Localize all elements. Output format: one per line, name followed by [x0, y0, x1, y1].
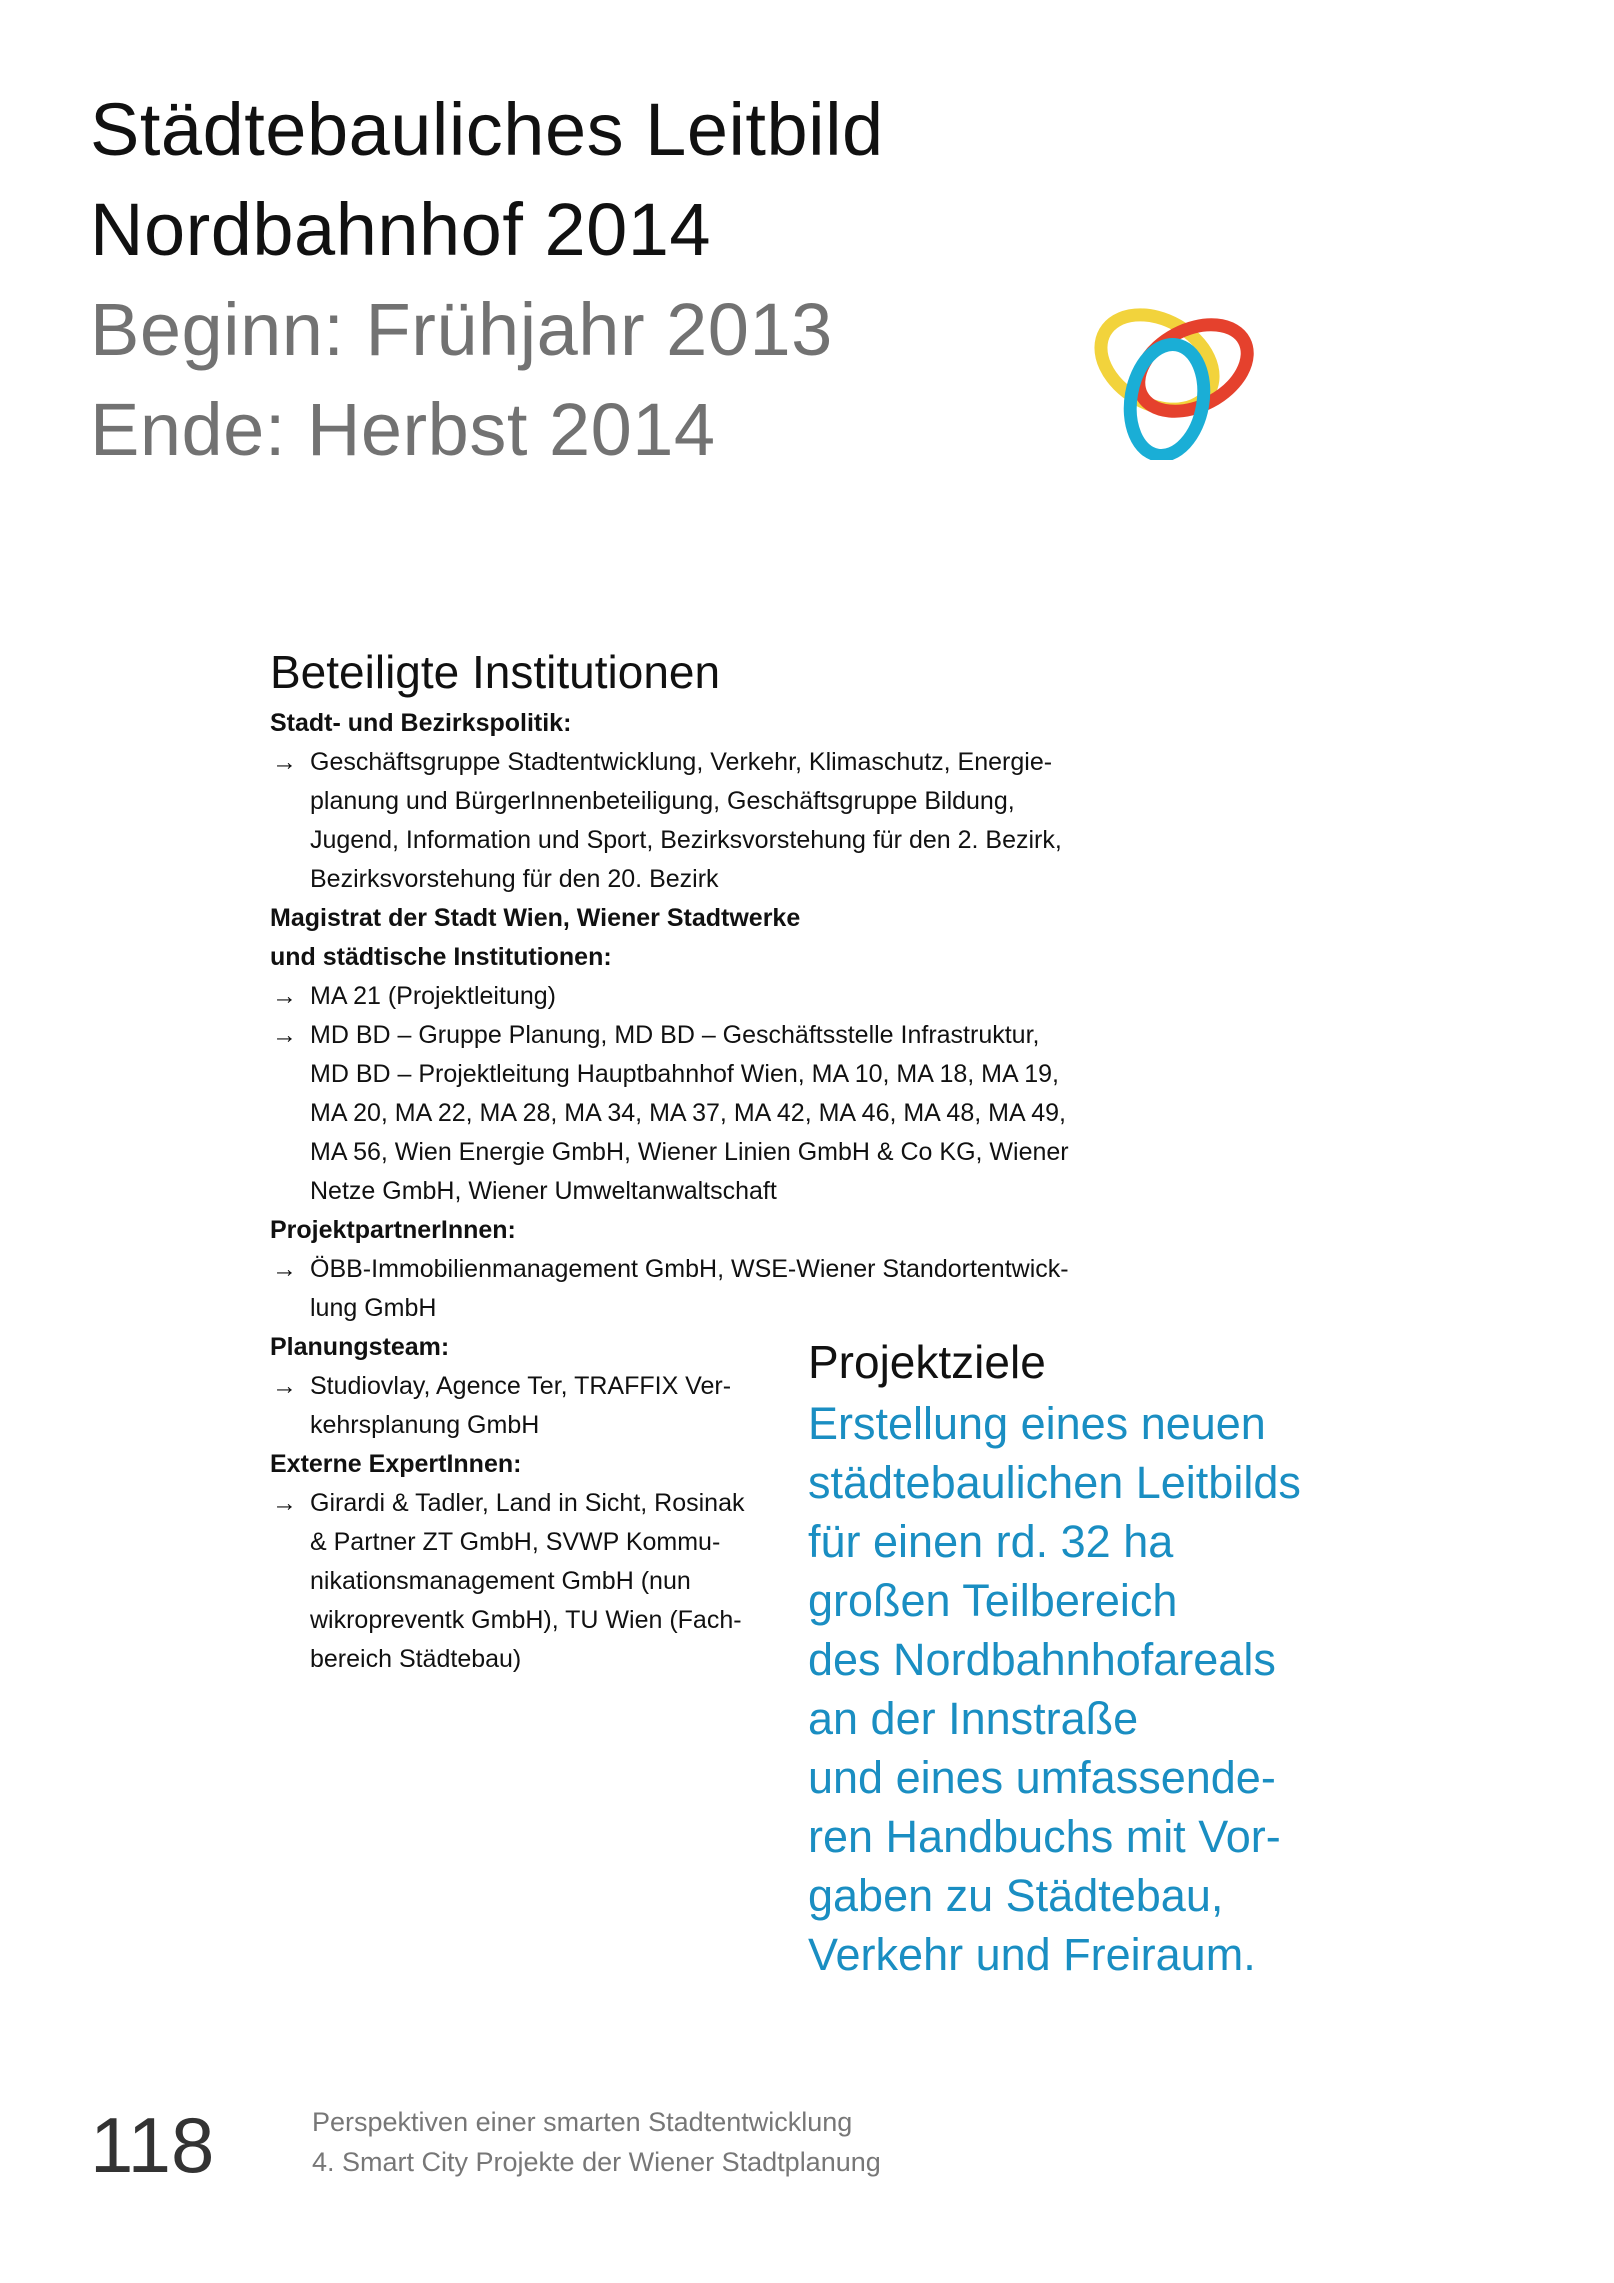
three-rings-logo-icon — [1085, 290, 1260, 460]
list-item-text: ÖBB-Immobilienmanagement GmbH, WSE-Wiener Standortentwick- lung GmbH — [310, 1255, 1069, 1322]
list-item — [270, 1016, 1170, 1211]
list-item-text: Geschäftsgruppe Stadtentwicklung, Verkehr, Klimaschutz, Energie- planung und BürgerInnenbeteiligung, Geschäftsgruppe Bildung, Jugend, Information und Sport, Bezirksvorstehung für den 2. Bezirk, Bezirksvorstehung für den 20. Bezirk — [310, 748, 1062, 893]
title-block — [90, 80, 990, 480]
project-goals-text: Erstellung eines neuen städtebaulichen Leitbilds für einen rd. 32 ha großen Teilbereich des Nordbahnhofareals an der Innstraße und eines umfassende- ren Handbuchs mit Vor- gaben zu Städtebau, Verkehr und Freiraum. — [808, 1398, 1301, 1980]
project-end: Ende: Herbst 2014 — [90, 388, 716, 471]
group-label-experts: Externe ExpertInnen: — [270, 1450, 522, 1478]
project-goals-heading: Projektziele — [808, 1336, 1046, 1388]
footer-line-1: Perspektiven einer smarten Stadtentwicklung — [312, 2107, 853, 2137]
page-number: 118 — [90, 2101, 215, 2189]
list-item-text: Girardi & Tadler, Land in Sicht, Rosinak & Partner ZT GmbH, SVWP Kommu- nikationsmanagement GmbH (nun wikropreventk GmbH), TU Wien (Fach- bereich Städtebau) — [310, 1489, 745, 1673]
group-label-planning-team: Planungsteam: — [270, 1333, 450, 1361]
project-start: Beginn: Frühjahr 2013 — [90, 288, 833, 371]
arrow-right-icon: → — [272, 748, 297, 776]
list-item — [270, 743, 1170, 899]
institutions-heading: Beteiligte Institutionen — [270, 646, 721, 698]
list-item — [270, 1484, 830, 1679]
arrow-right-icon: → — [272, 1489, 297, 1517]
list-item-text: MD BD – Gruppe Planung, MD BD – Geschäftsstelle Infrastruktur, MD BD – Projektleitung Hauptbahnhof Wien, MA 10, MA 18, MA 19, MA 20, MA 22, MA 28, MA 34, MA 37, MA 42, MA 46, MA 48, MA 49, MA 56, Wien Energie GmbH, Wiener Linien GmbH & Co KG, Wiener Netze GmbH, Wiener Umweltanwaltschaft — [310, 1021, 1069, 1205]
page-title-line-1: Städtebauliches Leitbild — [90, 88, 884, 171]
arrow-right-icon: → — [272, 1021, 297, 1049]
page-title-line-2: Nordbahnhof 2014 — [90, 188, 712, 271]
arrow-right-icon: → — [272, 982, 297, 1010]
list-item-text: MA 21 (Projektleitung) — [310, 982, 556, 1010]
list-item-text: Studiovlay, Agence Ter, TRAFFIX Ver- kehrsplanung GmbH — [310, 1372, 732, 1439]
arrow-right-icon: → — [272, 1255, 297, 1283]
footer-line-2: 4. Smart City Projekte der Wiener Stadtplanung — [312, 2147, 881, 2177]
list-item — [270, 1367, 830, 1445]
blue-ring — [1122, 339, 1212, 460]
group-label-partners: ProjektpartnerInnen: — [270, 1216, 516, 1244]
list-item — [270, 1250, 1170, 1328]
project-goals-section — [808, 1330, 1428, 1984]
list-item — [270, 977, 1170, 1016]
group-label-politics: Stadt- und Bezirkspolitik: — [270, 709, 572, 737]
arrow-right-icon: → — [272, 1372, 297, 1400]
group-label-magistrat: Magistrat der Stadt Wien, Wiener Stadtwerke und städtische Institutionen: — [270, 904, 801, 971]
footer-caption — [312, 2102, 881, 2182]
